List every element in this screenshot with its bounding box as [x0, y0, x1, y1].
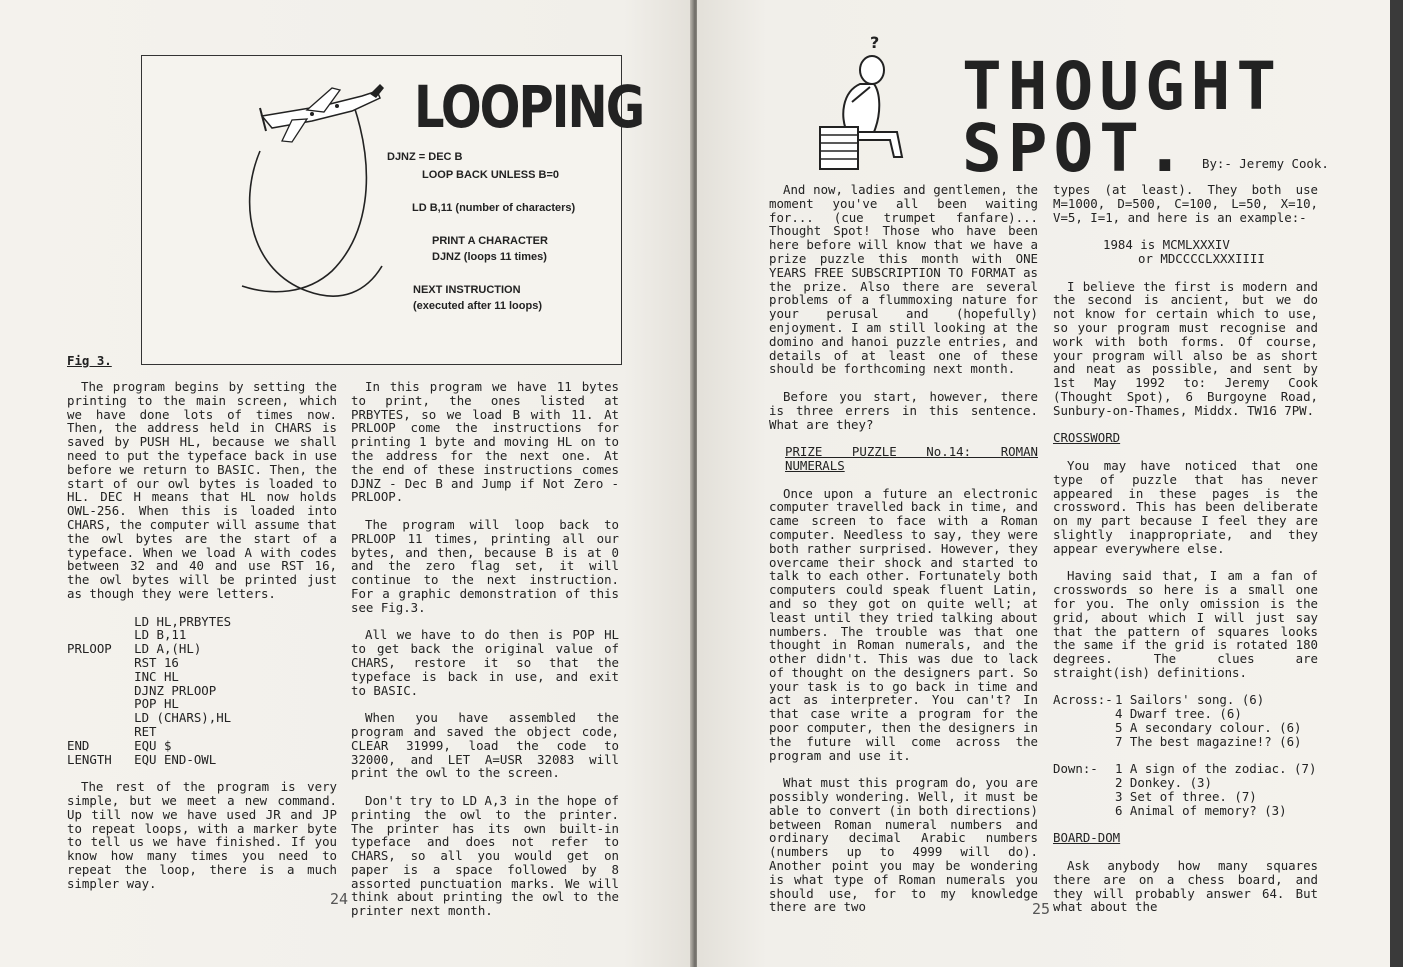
paragraph: The program will loop back to PRLOOP 11 times, printing all our bytes, and then, because B is at 0 and the zero flag set, it will continue to the next instruction. For a graphic demonstration of this see Fig.3.	[351, 516, 619, 615]
paragraph: types (at least). They both use M=1000, D=500, C=100, L=50, X=10, V=5, I=1, and here is an example:-	[1053, 182, 1318, 225]
byline: By:- Jeremy Cook.	[1202, 156, 1329, 171]
background-edge	[1390, 0, 1403, 967]
figure-label-djnz-loops: DJNZ (loops 11 times)	[432, 251, 547, 263]
figure-title: LOOPING	[414, 74, 644, 142]
paragraph: I believe the first is modern and the second is ancient, but we do not know for certain which to use, so your program must recognise and work with both forms. Of course, your program will also be as short and neat as possible, and sent by 1st May 1992 to: Jeremy Cook (Thought Spot), 6 Burgoyne Road, Sunbury-on-Thames, Middx. TW16 7PW.	[1053, 278, 1318, 418]
paragraph: Having said that, I am a fan of crosswords so here is a small one for you. The only omission is the grid, about which I will just say that the pattern of squares looks the same if the grid is rotated 180 degrees. The clues are straight(ish) definitions.	[1053, 568, 1318, 680]
paragraph: When you have assembled the program and saved the object code, CLEAR 31999, load the code to 32000, and LET A=USR 32083 will print the owl to the screen.	[351, 710, 619, 781]
clue: 1 Sailors' song. (6)	[1115, 692, 1265, 708]
clue: 7 The best magazine!? (6)	[1115, 733, 1302, 749]
left-column-2	[351, 380, 619, 932]
section-heading: PRIZE PUZZLE No.14: ROMAN NUMERALS	[785, 444, 1038, 473]
title-line-1: THOUGHT	[962, 48, 1283, 125]
example-line: 1984 is MCMLXXXIV	[1103, 237, 1230, 253]
figure-label-ldb: LD B,11 (number of characters)	[412, 202, 576, 214]
paragraph: What must this program do, you are possibly wondering. Well, it must be able to convert (in both directions) between Roman numeral numbers and ordinary decimal Arabic numbers (numbers up to 4999 will do). Another point you may be wondering is what type of Roman numerals you should use, for to my knowledge there are two	[769, 775, 1038, 915]
clue: 4 Dwarf tree. (6)	[1115, 706, 1242, 722]
clues-across	[1053, 693, 1318, 748]
clue: 1 A sign of the zodiac. (7)	[1115, 761, 1317, 777]
paragraph: Don't try to LD A,3 in the hope of printing the owl to the printer. The printer has its own built-in typeface and does not refer to CHARS, so all you would get on paper is a space followed by 8 assorted punctuation marks. We will think about printing the owl to the printer next month.	[351, 792, 619, 919]
figure-label-executed: (executed after 11 loops)	[413, 300, 542, 312]
right-page	[697, 0, 1390, 967]
clue: 5 A secondary colour. (6)	[1115, 720, 1302, 736]
thinker-icon	[812, 32, 922, 172]
example-line: or MDCCCCLXXXIIII	[1138, 250, 1265, 266]
clue-label: Across:-	[1053, 692, 1113, 708]
airplane-icon	[260, 84, 384, 142]
paragraph: All we have to do then is POP HL to get back the original value of CHARS, restore it so that the typeface is back in use, and exit to BASIC.	[351, 627, 619, 698]
clues-down	[1053, 762, 1318, 817]
left-page	[0, 0, 693, 967]
numeral-example	[1103, 238, 1318, 266]
right-column-1	[769, 183, 1038, 928]
paragraph: And now, ladies and gentlemen, the moment you've all been waiting for... (cue trumpet fanfare)... Thought Spot! Those who have been here before will know that we have a prize puzzle this month with ONE YEARS FREE SUBSCRIPTION TO FORMAT as the prize. Also there are several problems of a flummoxing nature for your perusal and (hopefully) enjoyment. I am still looking at the domino and hanoi puzzle entries, and details of at least one of these should be forthcoming next month.	[769, 182, 1038, 377]
clue-label: Down:-	[1053, 761, 1098, 777]
svg-text:?: ?	[870, 33, 880, 52]
paragraph: In this program we have 11 bytes to print, the ones listed at PRBYTES, so we load B with 11. At PRLOOP come the instructions for printing 1 byte and moving HL on to the address for the next one. At the end of these instructions comes DJNZ - Dec B and Jump if Not Zero - PRLOOP.	[351, 379, 619, 505]
page-number: 24	[330, 890, 349, 908]
clue: 3 Set of three. (7)	[1115, 789, 1257, 805]
paragraph: Once upon a future an electronic computer travelled back in time, and came screen to face with a Roman computer. Needless to say, they were both rather surprised. However, they overcame their shock and started to talk to each other. Fortunately both computers could speak fluent Latin, and so they got on quite well; at least until they tried talking about numbers. The trouble was that one thought in Roman numerals, and the other didn't. This was due to lack of thought on the designers part. So your task is to go back in time and act as interpreter. You can't? In that case write a program for the poor computer, then the designers in the future will come across the program and use it.	[769, 485, 1038, 763]
paragraph: The rest of the program is very simple, but we meet a new command. Up till now we have used JR and JP to repeat loops, with a marker byte to tell us we have finished. If you know how many times you need to repeat the loop, there is a much simpler way.	[67, 779, 337, 891]
section-heading: CROSSWORD	[1053, 430, 1121, 446]
title-line-2: SPOT.	[962, 110, 1191, 187]
code-listing: LD HL,PRBYTES LD B,11 PRLOOP LD A,(HL) RST 16 INC HL DJNZ PRLOOP POP HL LD (CHARS),HL RET END EQU $ LENGTH EQU END-OWL	[67, 613, 232, 767]
figure-label-next: NEXT INSTRUCTION	[413, 284, 521, 296]
paragraph: Ask anybody how many squares there are on a chess board, and they will probably answer 64. But what about the	[1053, 858, 1318, 915]
page-number: 25	[1032, 900, 1051, 918]
paragraph: You may have noticed that one type of puzzle that has never appeared in these pages is the crossword. This has been deliberate on my part because I feel they are slightly inappropriate, and they appear everywhere else.	[1053, 457, 1318, 556]
figure-label-loop-back: LOOP BACK UNLESS B=0	[422, 169, 560, 181]
paragraph: Before you start, however, there is three errers in this sentence. What are they?	[769, 388, 1038, 432]
section-heading: BOARD-DOM	[1053, 830, 1121, 846]
figure-looping	[141, 55, 644, 365]
figure-caption: Fig 3.	[67, 353, 112, 368]
figure-label-djnz: DJNZ = DEC B	[387, 151, 463, 163]
left-column-1	[67, 380, 337, 904]
right-column-2	[1053, 183, 1318, 928]
clue: 2 Donkey. (3)	[1115, 775, 1212, 791]
clue: 6 Animal of memory? (3)	[1115, 802, 1287, 818]
figure-label-print: PRINT A CHARACTER	[432, 235, 548, 247]
paragraph: The program begins by setting the printing to the main screen, which we have done lots of times now. Then, the address held in CHARS is saved by PUSH HL, because we shall need to put the typeface back in use before we return to BASIC. Then, the start of our owl bytes is loaded to HL. DEC H means that HL now holds OWL-256. When this is loaded into CHARS, the computer will assume that the owl bytes are the start of a typeface. When we load A with codes between 32 and 40 and use RST 16, the owl bytes will be printed just as though they were letters.	[67, 379, 337, 601]
